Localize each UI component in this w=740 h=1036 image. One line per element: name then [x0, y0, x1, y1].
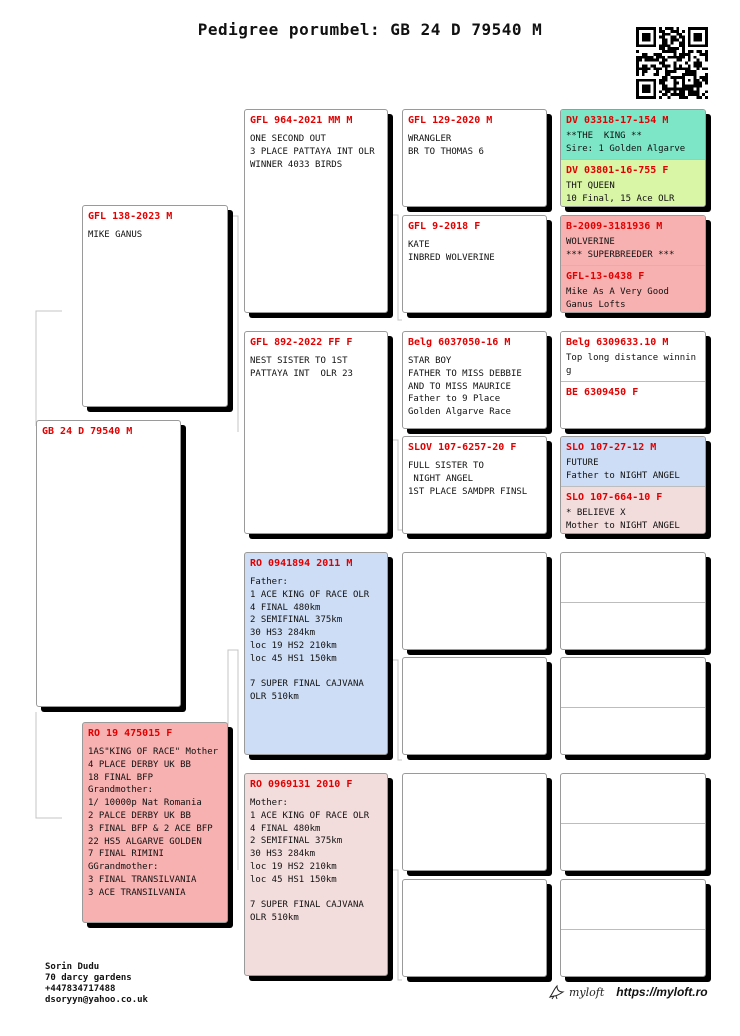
- pedigree-card-gen4[interactable]: [560, 436, 706, 534]
- pedigree-card-gen2[interactable]: [244, 552, 388, 755]
- pedigree-card-gen3[interactable]: [402, 657, 547, 755]
- pedigree-card-subject[interactable]: [36, 420, 181, 707]
- ring-number: GFL 964-2021 MM M: [250, 115, 353, 126]
- bird-description: Father: 1 ACE KING OF RACE OLR 4 FINAL 480km 2 SEMIFINAL 375km 30 HS3 284km loc 19 HS2 210km loc 45 HS1 150km 7 SUPER FINAL CAJVANA OLR 510km: [250, 577, 370, 703]
- bird-description: MIKE GANUS: [88, 230, 143, 240]
- bird-description: Mother: 1 ACE KING OF RACE OLR 4 FINAL 480km 2 SEMIFINAL 375km 30 HS3 284km loc 19 HS2 210km loc 45 HS1 150km 7 SUPER FINAL CAJVANA OLR 510km: [250, 798, 370, 924]
- bird-description: WOLVERINE *** SUPERBREEDER ***: [566, 237, 675, 260]
- ring-number: DV 03318-17-154 M: [566, 115, 669, 126]
- pedigree-card-dam[interactable]: [82, 722, 228, 923]
- ring-number: RO 19 475015 F: [88, 728, 173, 739]
- bird-description: ONE SECOND OUT 3 PLACE PATTAYA INT OLR WINNER 4033 BIRDS: [250, 134, 375, 170]
- owner-address: 70 darcy gardens: [45, 973, 132, 983]
- page-title: Pedigree porumbel: GB 24 D 79540 M: [197, 20, 543, 39]
- ring-number: GFL 892-2022 FF F: [250, 337, 353, 348]
- pedigree-card-gen4[interactable]: [560, 109, 706, 207]
- ring-number: SLOV 107-6257-20 F: [408, 442, 517, 453]
- ring-number: RO 0969131 2010 F: [250, 779, 353, 790]
- pedigree-card-gen3[interactable]: [402, 879, 547, 977]
- ring-number: SLO 107-27-12 M: [566, 442, 657, 453]
- bird-description: NEST SISTER TO 1ST PATTAYA INT OLR 23: [250, 356, 353, 379]
- pedigree-card-gen2[interactable]: [244, 331, 388, 534]
- pedigree-card-sire[interactable]: [82, 205, 228, 407]
- ring-number: DV 03801-16-755 F: [566, 165, 669, 176]
- pedigree-card-gen3[interactable]: [402, 436, 547, 534]
- owner-phone: +447834717488: [45, 984, 116, 994]
- bird-description: STAR BOY FATHER TO MISS DEBBIE AND TO MISS MAURICE Father to 9 Place Golden Algarve Race: [408, 356, 522, 418]
- ring-number: B-2009-3181936 M: [566, 221, 663, 232]
- bird-description: 1AS"KING OF RACE" Mother 4 PLACE DERBY UK BB 18 FINAL BFP Grandmother: 1/ 10000p Nat Romania 2 PALCE DERBY UK BB 3 FINAL BFP & 2 ACE BFP 22 HS5 ALGARVE GOLDEN 7 FINAL RIMINI GGrandmother: 3 FINAL TRANSILVANIA 3 ACE TRANSILVANIA: [88, 747, 219, 898]
- pedigree-card-gen3[interactable]: [402, 773, 547, 871]
- bird-description: Mike As A Very Good Ganus Lofts: [566, 287, 669, 310]
- ring-number: GFL 138-2023 M: [88, 211, 173, 222]
- brand-url-link[interactable]: https://myloft.ro: [616, 985, 708, 999]
- bird-description: FULL SISTER TO NIGHT ANGEL 1ST PLACE SAMDPR FINSL: [408, 461, 528, 497]
- brand-footer: [548, 983, 708, 1001]
- pedigree-card-gen4[interactable]: [560, 879, 706, 977]
- ring-number: GFL 129-2020 M: [408, 115, 493, 126]
- ring-number: BE 6309450 F: [566, 387, 639, 398]
- bird-description: * BELIEVE X Mother to NIGHT ANGEL: [566, 508, 680, 531]
- bird-description: Top long distance winning: [566, 353, 697, 376]
- bird-description: FUTURE Father to NIGHT ANGEL: [566, 458, 680, 481]
- pigeon-icon: [548, 984, 566, 1000]
- pedigree-card-gen4[interactable]: [560, 215, 706, 313]
- pedigree-card-gen2[interactable]: [244, 773, 388, 976]
- logo-text: myloft: [569, 985, 605, 999]
- ring-number: RO 0941894 2011 M: [250, 558, 353, 569]
- ring-number: Belg 6037050-16 M: [408, 337, 511, 348]
- pedigree-card-gen4[interactable]: [560, 552, 706, 650]
- bird-description: KATE INBRED WOLVERINE: [408, 240, 495, 263]
- myloft-logo: [548, 984, 604, 1000]
- bird-description: THT QUEEN 10 Final, 15 Ace OLR: [566, 181, 675, 204]
- pedigree-card-gen3[interactable]: [402, 215, 547, 313]
- pedigree-card-gen4[interactable]: [560, 773, 706, 871]
- ring-number: GFL 9-2018 F: [408, 221, 481, 232]
- ring-number: GFL-13-0438 F: [566, 271, 645, 282]
- ring-number: Belg 6309633.10 M: [566, 337, 669, 348]
- owner-name: Sorin Dudu: [45, 962, 100, 972]
- pedigree-card-gen2[interactable]: [244, 109, 388, 313]
- ring-number: GB 24 D 79540 M: [42, 426, 133, 437]
- bird-description: **THE KING ** Sire: 1 Golden Algarve: [566, 131, 686, 154]
- pedigree-card-gen3[interactable]: [402, 331, 547, 429]
- pedigree-card-gen3[interactable]: [402, 552, 547, 650]
- pedigree-card-gen3[interactable]: [402, 109, 547, 207]
- pedigree-card-gen4[interactable]: [560, 657, 706, 755]
- bird-description: WRANGLER BR TO THOMAS 6: [408, 134, 484, 157]
- pedigree-card-gen4[interactable]: [560, 331, 706, 429]
- owner-contact: [45, 962, 148, 1006]
- ring-number: SLO 107-664-10 F: [566, 492, 663, 503]
- owner-email[interactable]: dsoryyn@yahoo.co.uk: [45, 995, 148, 1005]
